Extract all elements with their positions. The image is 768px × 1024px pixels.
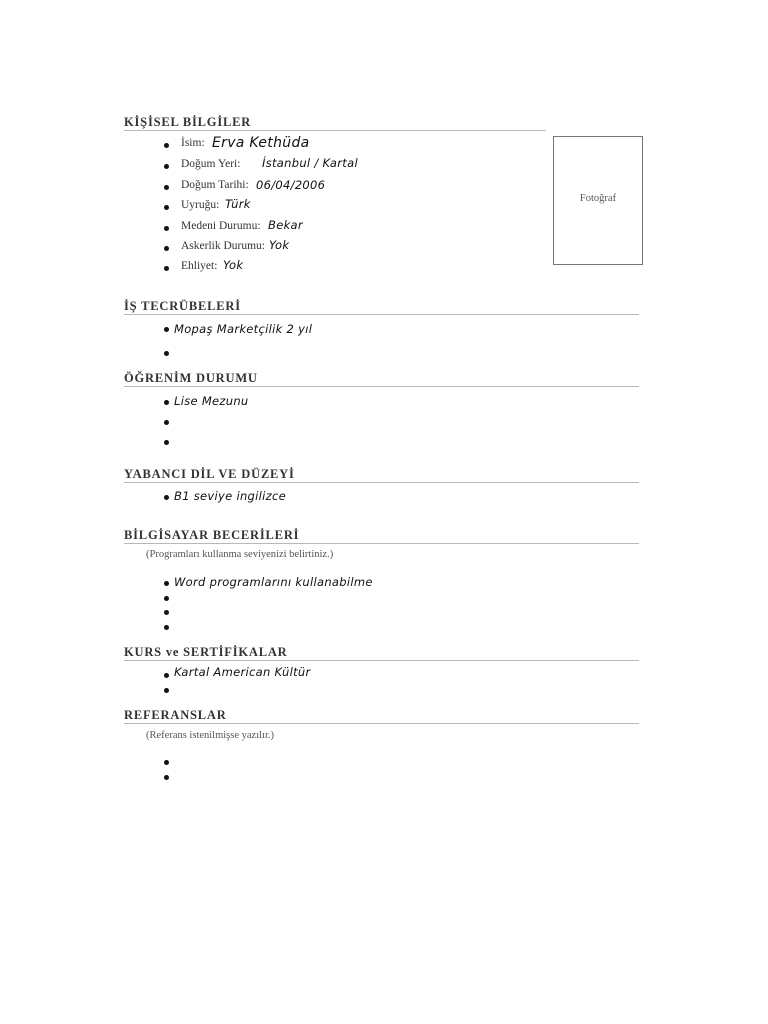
bullet (164, 688, 169, 693)
bullet (164, 400, 169, 405)
computer-hint: (Programları kullanma seviyenizi belirtiniz.) (146, 549, 334, 560)
section-title-computer: BİLGİSAYAR BECERİLERİ (124, 528, 300, 542)
field-value-marital: Bekar (268, 218, 303, 232)
bullet (164, 440, 169, 445)
bullet (164, 610, 169, 615)
photo-placeholder (553, 136, 643, 265)
bullet (164, 143, 169, 148)
course-item: Kartal American Kültür (174, 665, 311, 679)
language-item: B1 seviye ingilizce (174, 489, 286, 503)
section-title-language: YABANCI DİL VE DÜZEYİ (124, 467, 295, 481)
field-label-birthplace: Doğum Yeri: (181, 158, 241, 170)
bullet (164, 205, 169, 210)
computer-item: Word programlarını kullanabilme (174, 575, 373, 589)
section-rule-computer (124, 543, 639, 544)
field-label-marital: Medeni Durumu: (181, 220, 261, 232)
section-title-personal: KİŞİSEL BİLGİLER (124, 115, 252, 129)
photo-label: Fotoğraf (579, 192, 617, 204)
section-title-experience: İŞ TECRÜBELERİ (124, 299, 241, 313)
section-rule-courses (124, 660, 639, 661)
section-rule-experience (124, 314, 639, 315)
field-label-license: Ehliyet: (181, 260, 218, 272)
bullet (164, 495, 169, 500)
bullet (164, 420, 169, 425)
section-title-references: REFERANSLAR (124, 708, 227, 722)
field-value-birthplace: İstanbul / Kartal (262, 156, 358, 170)
field-label-name: İsim: (181, 137, 205, 149)
bullet (164, 327, 169, 332)
bullet (164, 760, 169, 765)
bullet (164, 351, 169, 356)
field-label-birthdate: Doğum Tarihi: (181, 179, 249, 191)
field-label-military: Askerlik Durumu: (181, 240, 266, 252)
bullet (164, 266, 169, 271)
bullet (164, 185, 169, 190)
bullet (164, 226, 169, 231)
field-value-military: Yok (269, 238, 290, 252)
experience-item: Mopaş Marketçilik 2 yıl (174, 322, 313, 336)
section-title-education: ÖĞRENİM DURUMU (124, 371, 258, 385)
section-rule-references (124, 723, 639, 724)
field-value-license: Yok (223, 258, 244, 272)
bullet (164, 596, 169, 601)
bullet (164, 673, 169, 678)
references-hint: (Referans istenilmişse yazılır.) (146, 730, 275, 741)
bullet (164, 581, 169, 586)
bullet (164, 246, 169, 251)
section-rule-education (124, 386, 639, 387)
bullet (164, 164, 169, 169)
section-rule-personal (124, 130, 546, 131)
bullet (164, 625, 169, 630)
section-title-courses: KURS ve SERTİFİKALAR (124, 645, 288, 659)
bullet (164, 775, 169, 780)
field-value-nationality: Türk (225, 197, 251, 211)
education-item: Lise Mezunu (174, 394, 249, 408)
field-label-nationality: Uyruğu: (181, 199, 220, 211)
section-rule-language (124, 482, 639, 483)
field-value-name: Erva Kethüda (212, 135, 310, 151)
field-value-birthdate: 06/04/2006 (256, 178, 326, 192)
